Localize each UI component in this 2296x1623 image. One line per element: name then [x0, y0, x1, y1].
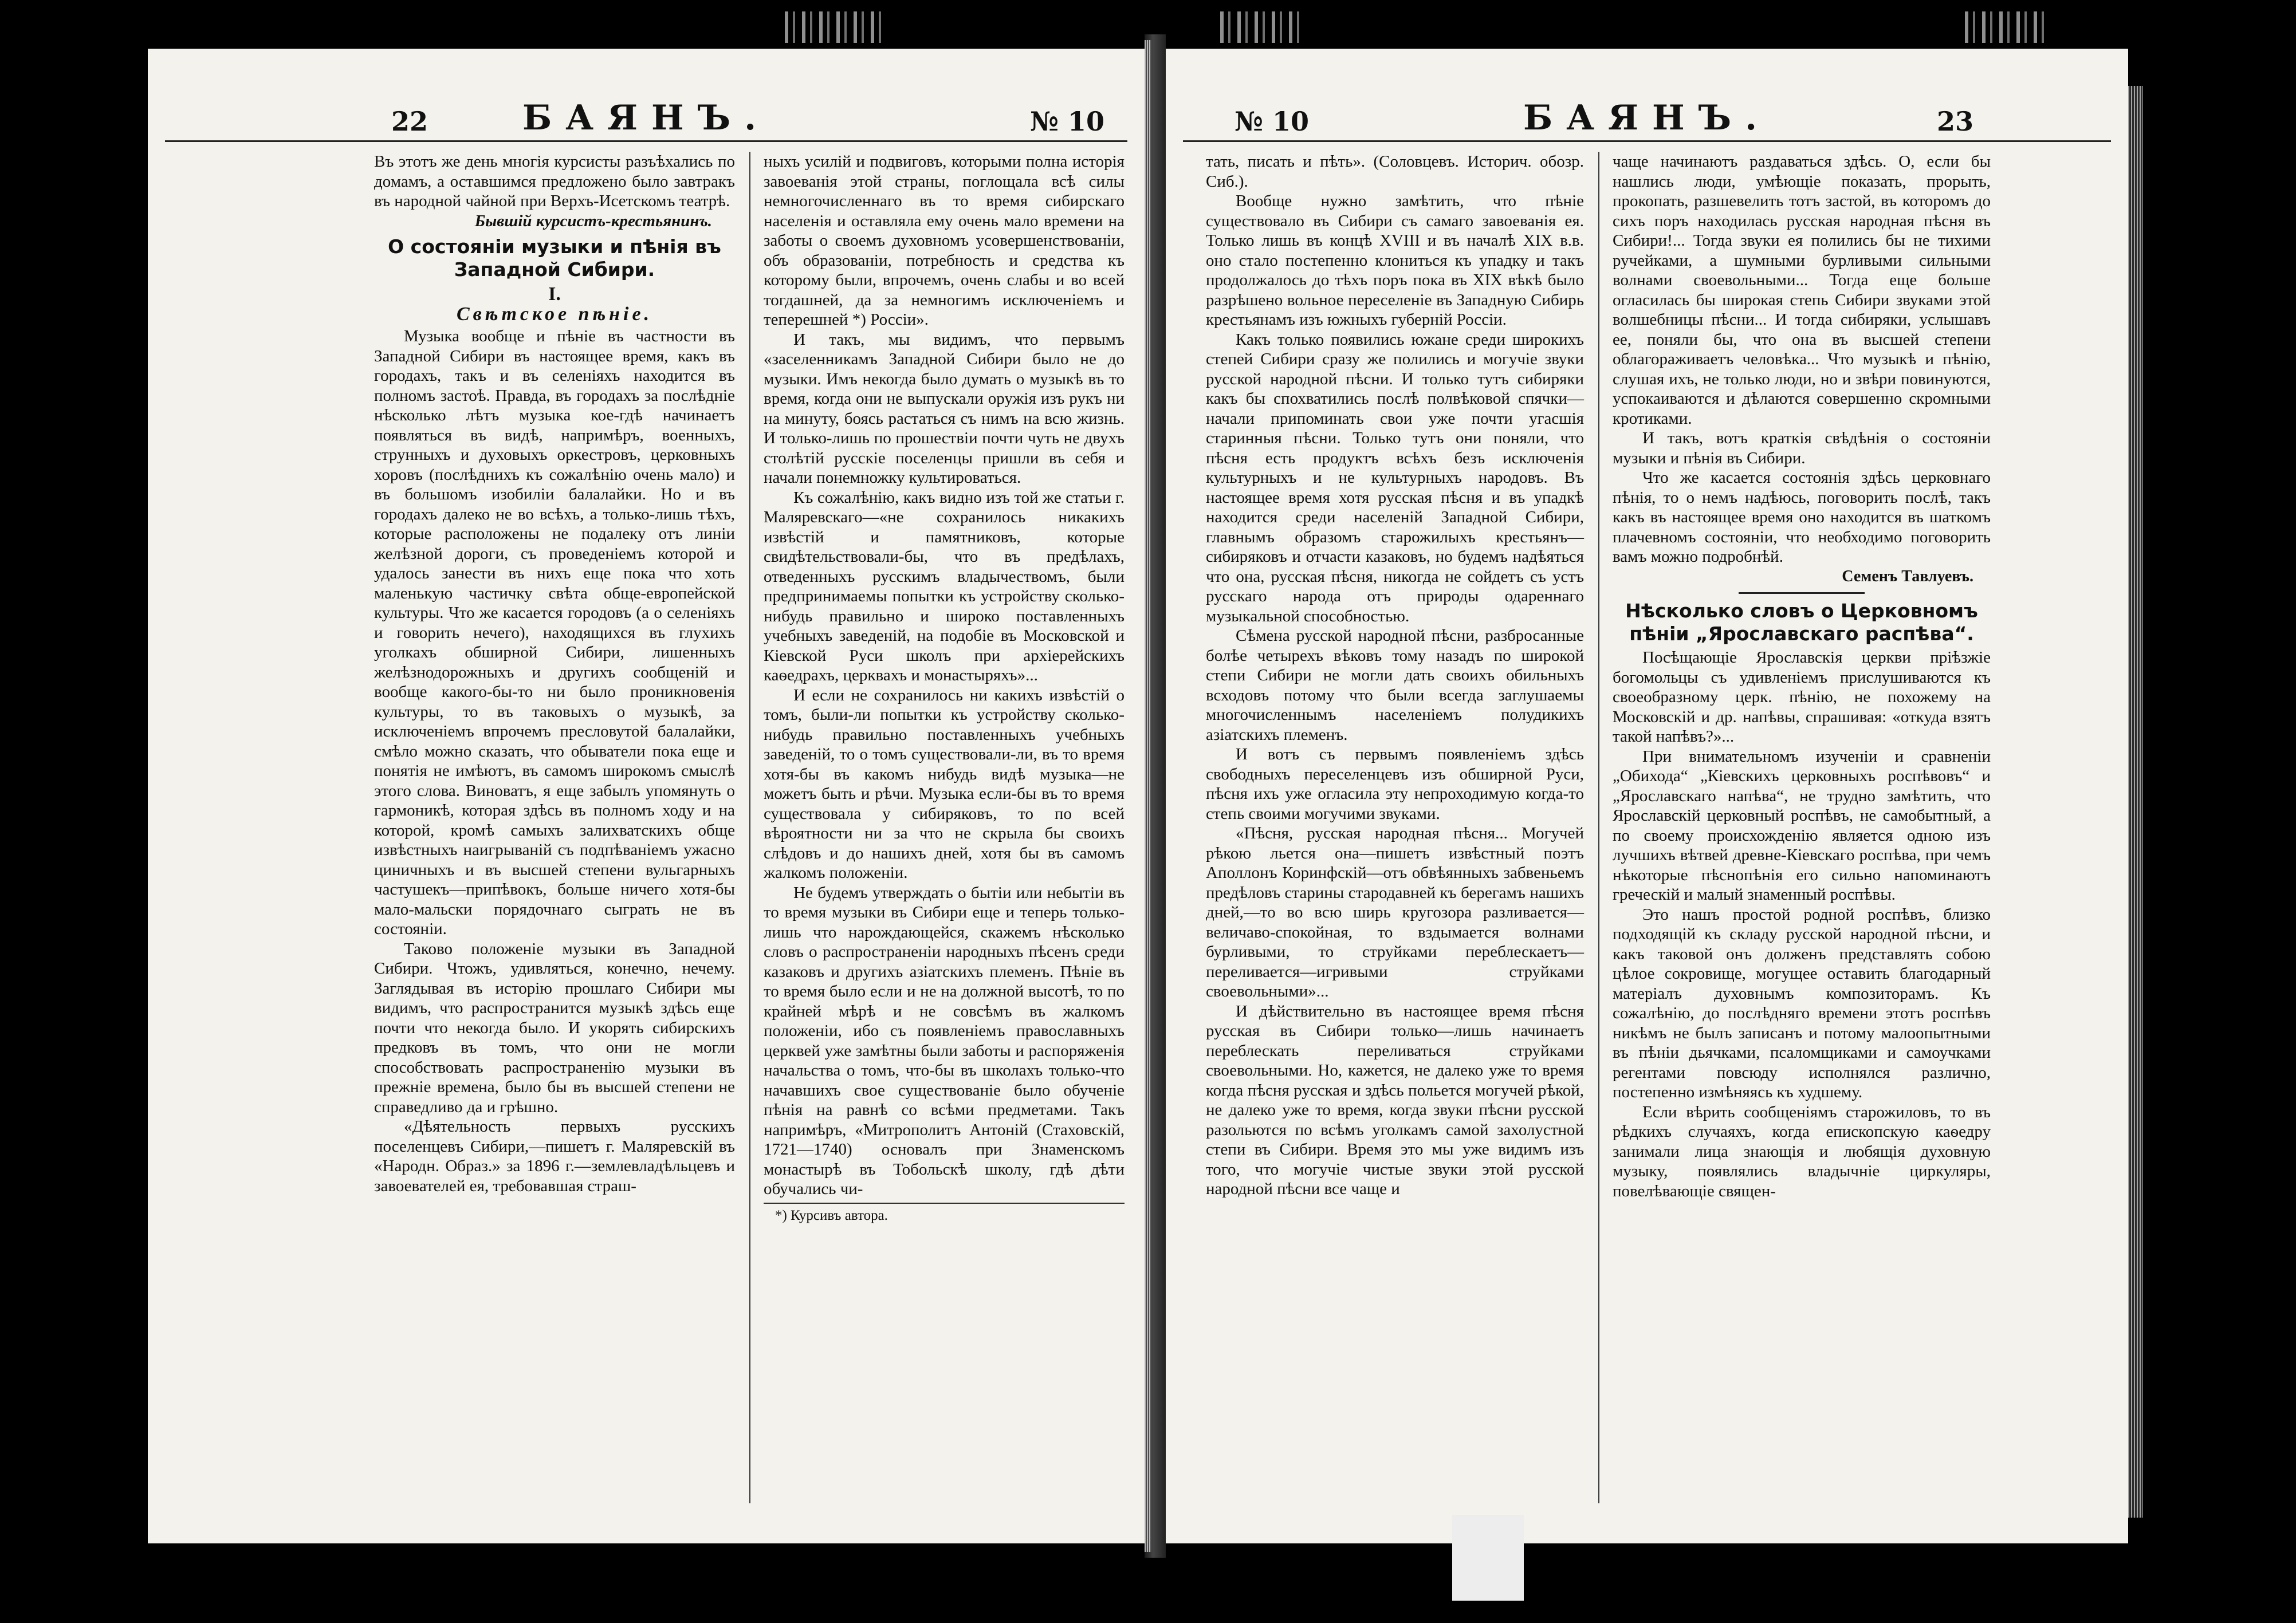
footnote: *) Курсивъ автора. [764, 1203, 1125, 1226]
page-header [1183, 83, 2111, 142]
section-number: I. [548, 283, 561, 305]
journal-title: БАЯНЪ. [1523, 98, 1771, 138]
paragraph: ныхъ усилiй и подвиговъ, которыми полна исторiя завоеванiя этой страны, поглощала всѣ силы немногочисленнаго въ то время сибирскаго населенiя и оставляла ему очень мало времени на заботы о своемъ духовномъ усовершенствованiи, объ образованiи, потребность и средства къ которому были, впрочемъ, очень слабы и во всей тогдашней, да за немногимъ исключенiемъ и теперешней *) Россiи». [764, 152, 1125, 329]
page-edges [2128, 86, 2143, 1518]
page-number: 22 [391, 106, 428, 137]
left-page [148, 49, 1145, 1543]
paragraph: И если не сохранилось ни какихъ извѣстiй о томъ, были-ли попытки къ устройству сколько-нибудь правильно поставленныхъ учебныхъ заведенiй, то о томъ существовали-ли, въ то время хотя-бы въ какомъ нибудь видѣ музыка—не можетъ быть и рѣчи. Музыка если-бы въ то время существовала у сибиряковъ, то по всей вѣроятности ни за что не скрыла бы своихъ слѣдовъ и до нашихъ дней, хотя бы въ самомъ жалкомъ положенiи. [764, 686, 1125, 882]
author-signature: Семенъ Тавлуевъ. [1842, 567, 1973, 585]
paragraph: И дѣйствительно въ настоящее время пѣсня русская въ Сибири только—лишь начинаетъ переблескать переливаться струйками своевольными. Но, кажется, не далеко уже то время когда пѣсня русская и здѣсь польется могучей рѣкой, не далеко уже то время, когда звуки пѣсни русской разольются по всѣмъ уголкамъ самой захолустной степи въ Сибири. Время это мы уже видимъ изъ того, что могучiе чистые звуки этой русской народной пѣсни все чаще и [1206, 1002, 1584, 1198]
article-heading: Нѣсколько словъ о Церковномъ пѣнiи „Ярославскаго распѣва“. [1625, 600, 1978, 645]
paragraph: Таково положенiе музыки въ Западной Сибири. Чтожъ, удивляться, конечно, нечему. Заглядывая въ исторiю прошлаго Сибири мы видимъ, что распространится музыкѣ здѣсь еще почти что некогда было. И укорять сибирскихъ предковъ въ томъ, что они не могли способствовать распространенiю музыки въ прежнiе времена, было бы въ высшей степени не справедливо да и грѣшно. [374, 939, 735, 1116]
paragraph: тать, писать и пѣть». (Соловцевъ. Историч. обозр. Сиб.). [1206, 152, 1584, 191]
issue-number: № 10 [1029, 106, 1104, 137]
paragraph: При внимательномъ изученiи и сравненiи „Обихода“ „Кiевскихъ церковныхъ роспѣвовъ“ и „Ярославскаго напѣва“, не трудно замѣтить, что Ярославскiй церковный роспѣвъ, не самобытный, а по своему происхожденiю является одною изъ лучшихъ вѣтвей древне-Кiевскаго роспѣва, при чемъ нѣкоторые пѣснопѣнiя его сильно напоминаютъ греческiй и малый знаменный роспѣвы. [1613, 747, 1991, 904]
issue-number: № 10 [1235, 106, 1310, 137]
paragraph: И такъ, мы видимъ, что первымъ «заселенникамъ Западной Сибири было не до музыки. Имъ некогда было думать о музыкѣ въ то время, когда они не выпускали оружiя изъ рукъ ни на минуту, боясь растаться съ нимъ на всю жизнь. И только-лишь по прошествiи почти чуть не двухъ столѣтiй русскiе поселенцы пришли въ себя и начали понемножку культироваться. [764, 330, 1125, 487]
intro-paragraph: Въ этотъ же день многiя курсисты разъѣхались по домамъ, а оставшимся предложено было завтракъ въ народной чайной при Верхъ-Исетскомъ театрѣ. [374, 152, 735, 210]
paragraph: Вообще нужно замѣтить, что пѣнiе существовало въ Сибири съ самаго завоеванiя ея. Только лишь въ концѣ XVIII и въ началѣ XIX в.в. оно стало постепенно клониться къ упадку и такъ продолжалось до тѣхъ поръ пока въ XIX вѣкѣ было разрѣшено вольное переселенiе въ Западную Сибирь крестьянамъ изъ южныхъ губернiй Россiи. [1206, 192, 1584, 329]
paragraph: Если вѣрить сообщенiямъ старожиловъ, то въ рѣдкихъ случаяхъ, когда епископскую каѳедру занимали лица знающiя и любящiя духовную музыку, появлялись владычнiе циркуляры, повелѣвающiе священ- [1613, 1102, 1991, 1200]
paragraph: Музыка вообще и пѣнiе въ частности въ Западной Сибири въ настоящее время, какъ въ городахъ, такъ и въ селенiяхъ находится въ полномъ застоѣ. Правда, въ городахъ за послѣднiе нѣсколько лѣтъ музыка кое-гдѣ начинаетъ появляться въ видѣ, напримѣръ, военныхъ, струнныхъ и духовыхъ оркестровъ, церковныхъ хоровъ (послѣднихъ къ сожалѣнiю очень мало) и въ большомъ изобилiи балалайки. Но и въ городахъ далеко не во всѣхъ, а только-лишь тѣхъ, которые расположены не подалеку отъ линiи желѣзной дороги, съ проведенiемъ которой и удалось занести въ нихъ еще пока что хоть маленькую частичку свѣта обще-европейской культуры. Что же касается городовъ (а о селенiяхъ и говорить нечего), находящихся въ глухихъ уголкахъ обширной Сибири, лишенныхъ желѣзнодорожныхъ и другихъ сообщенiй и вообще какого-бы-то ни было проникновенiя культуры, то въ таковыхъ о музыкѣ, за исключенiемъ впрочемъ пресловутой балалайки, смѣло можно сказать, что обыватели пока еще и понятiя не имѣютъ, въ самомъ широкомъ смыслѣ этого слова. Виноватъ, я еще забылъ упомянуть о гармоникѣ, которая здѣсь въ полномъ ходу и на которой, кромѣ самыхъ залихватскихъ обще извѣстныхъ наигрываній съ подпѣванiемъ ужасно циничныхъ и въ высшей степени вульгарныхъ частушекъ—припѣвокъ, больше ничего хотя-бы мало-мальски порядочнаго сыграть не въ состоянiи. [374, 327, 735, 938]
section-rule [1739, 592, 1865, 594]
paragraph: Это нашъ простой родной роспѣвъ, близко подходящiй къ складу русской народной пѣсни, и какъ таковой онъ долженъ представлять собою цѣлое сокровище, могущее оставить благодарный матерiалъ духовнымъ композиторамъ. Къ сожалѣнiю, до послѣдняго времени этотъ роспѣвъ никѣмъ не былъ записанъ и потому малоопытными въ пѣнiи дьячками, псаломщиками и самоучками регентами повсюду исполнялся различно, постепенно измѣняясь къ худшему. [1613, 905, 1991, 1101]
paragraph: «Дѣятельность первыхъ русскихъ поселенцевъ Сибири,—пишетъ г. Маляревскiй въ «Народн. Образ.» за 1896 г.—землевладѣльцевъ и завоевателей ея, требовавшая страш- [374, 1117, 735, 1195]
scan-artifact [1965, 11, 2045, 43]
page-header [165, 83, 1127, 142]
page-number: 23 [1936, 106, 1973, 137]
paragraph: Не будемъ утверждать о бытiи или небытiи въ то время музыки въ Сибири еще и теперь только-лишь что нарождающейся, скажемъ нѣсколько словъ о распространенiи народныхъ пѣсенъ среди казаковъ и другихъ азiатскихъ племенъ. Пѣнiе въ то время было если и не на должной высотѣ, то по крайней мѣрѣ и не совсѣмъ въ жалкомъ положенiи, ибо съ появленiемъ православныхъ церквей уже замѣтны были заботы и распоряженiя начальства о томъ, что-бы въ школахъ только-что начавшихъ свое существованiе было обученiе пѣнiя на равнѣ со всѣми предметами. Такъ напримѣръ, «Митрополитъ Антонiй (Стаховскiй, 1721—1740) основалъ при Знаменскомъ монастырѣ въ Тобольскѣ школу, гдѣ дѣти обучались чи- [764, 883, 1125, 1198]
right-column-2 [1613, 152, 1991, 1201]
right-page [1166, 49, 2128, 1543]
paragraph: И вотъ съ первымъ появленiемъ здѣсь свободныхъ переселенцевъ изъ обширной Руси, пѣсня ихъ уже огласила эту непроходимую когда-то степь своими могучими звуками. [1206, 745, 1584, 823]
column-divider [749, 152, 750, 1503]
paragraph: Посѣщающiе Ярославскiя церкви прiѣзжiе богомольцы съ удивленiемъ прислушиваются къ своеобразному церк. пѣнiю, не похожему на Московскiй и др. напѣвы, спрашивая: «откуда взятъ такой напѣвъ?»... [1613, 648, 1991, 746]
author-signature: Бывшiй курсистъ-крестьянинъ. [474, 211, 712, 230]
paragraph: И такъ, вотъ краткiя свѣдѣнiя о состоянiи музыки и пѣнiя въ Сибири. [1613, 429, 1991, 467]
paragraph: Къ сожалѣнiю, какъ видно изъ той же статьи г. Маляревскаго—«не сохранилось никакихъ извѣстiй и памятниковъ, которые свидѣтельствовали-бы, что въ предѣлахъ, отведенныхъ русскимъ владычествомъ, были предпринимаемы попытки къ устройству сколько-нибудь правильно и широко поставленныхъ учебныхъ заведенiй, на подобiе въ Московской и Кiевской Руси школъ при архiерейскихъ каѳедрахъ, церквахъ и монастыряхъ»... [764, 488, 1125, 684]
section-subheading: Свѣтское пѣнiе. [456, 303, 653, 325]
scan-artifact [1220, 11, 1306, 43]
scan-artifact [1452, 1515, 1524, 1601]
paragraph: Что же касается состоянiя здѣсь церковнаго пѣнiя, то о немъ надѣюсь, поговорить послѣ, такъ какъ въ настоящее время оно находится въ шаткомъ плачевномъ состоянiи, что необходимо поговорить вамъ можно подробнѣй. [1613, 468, 1991, 566]
paragraph: чаще начинаютъ раздаваться здѣсь. О, если бы нашлись люди, умѣющiе показать, прорыть, прокопать, разшевелить тотъ застой, въ которомъ до сихъ поръ находилась русская народная пѣсня въ Сибири!... Тогда звуки ея полились бы не тихими ручейками, а шумными бурливыми сильными волнами своевольными... Тогда еще больше огласилась бы широкая степь Сибири звуками этой волшебницы пѣсни... И тогда сибиряки, услышавъ ее, поняли бы, что она въ высшей степени облагораживаетъ человѣка... Что музыкѣ и пѣнiю, слушая ихъ, не только люди, но и звѣри повинуются, успокаиваются и дѣлаются совершенно скромными кротиками. [1613, 152, 1991, 428]
page-edges [1145, 40, 1151, 1552]
left-column-2 [764, 152, 1125, 1226]
scan-artifact [785, 11, 888, 43]
paragraph: Какъ только появились южане среди широкихъ степей Сибири сразу же полились и могучiе звуки русской народной пѣсни. И только тутъ сибиряки какъ бы спохватились послѣ полвѣковой спячки—начали припоминать свои уже почти угасшiя старинныя пѣсни. Только тутъ они поняли, что пѣсня есть продуктъ всѣхъ безъ исключенiя культурныхъ и не культурныхъ народовъ. Въ настоящее время хотя русская пѣсня и въ упадкѣ находится среди населенiй Западной Сибири, главнымъ образомъ старожилыхъ крестьянъ—сибиряковъ и отчасти казаковъ, но будемъ надѣяться что она, русская пѣсня, никогда не сойдетъ съ устъ русскаго народа отъ природы одареннаго музыкальной способностью. [1206, 330, 1584, 625]
left-column-1 [374, 152, 735, 1196]
column-divider [1598, 152, 1599, 1503]
article-heading: О состоянiи музыки и пѣнiя въ Западной Сибири. [388, 235, 721, 281]
paragraph: «Пѣсня, русская народная пѣсня... Могучей рѣкою льется она—пишетъ извѣстный поэтъ Аполлонъ Коринфскiй—отъ обвѣянныхъ забвеньемъ предѣловъ старины стародавней къ берегамъ нашихъ дней,—то во всю ширь кругозора разливается—величаво-спокойная, то вздымается волнами бурливыми, то струйками переблескаетъ—переливается—игривыми струйками своевольными»... [1206, 824, 1584, 1000]
journal-title: БАЯНЪ. [522, 98, 770, 138]
paragraph: Сѣмена русской народной пѣсни, разбросанные болѣе четырехъ вѣковъ тому назадъ по широкой степи Сибири не могли дать своихъ обильныхъ всходовъ потому что были всегда заглушаемы многочисленнымъ населенiемъ полудикихъ азiатскихъ племенъ. [1206, 627, 1584, 744]
right-column-1 [1206, 152, 1584, 1199]
